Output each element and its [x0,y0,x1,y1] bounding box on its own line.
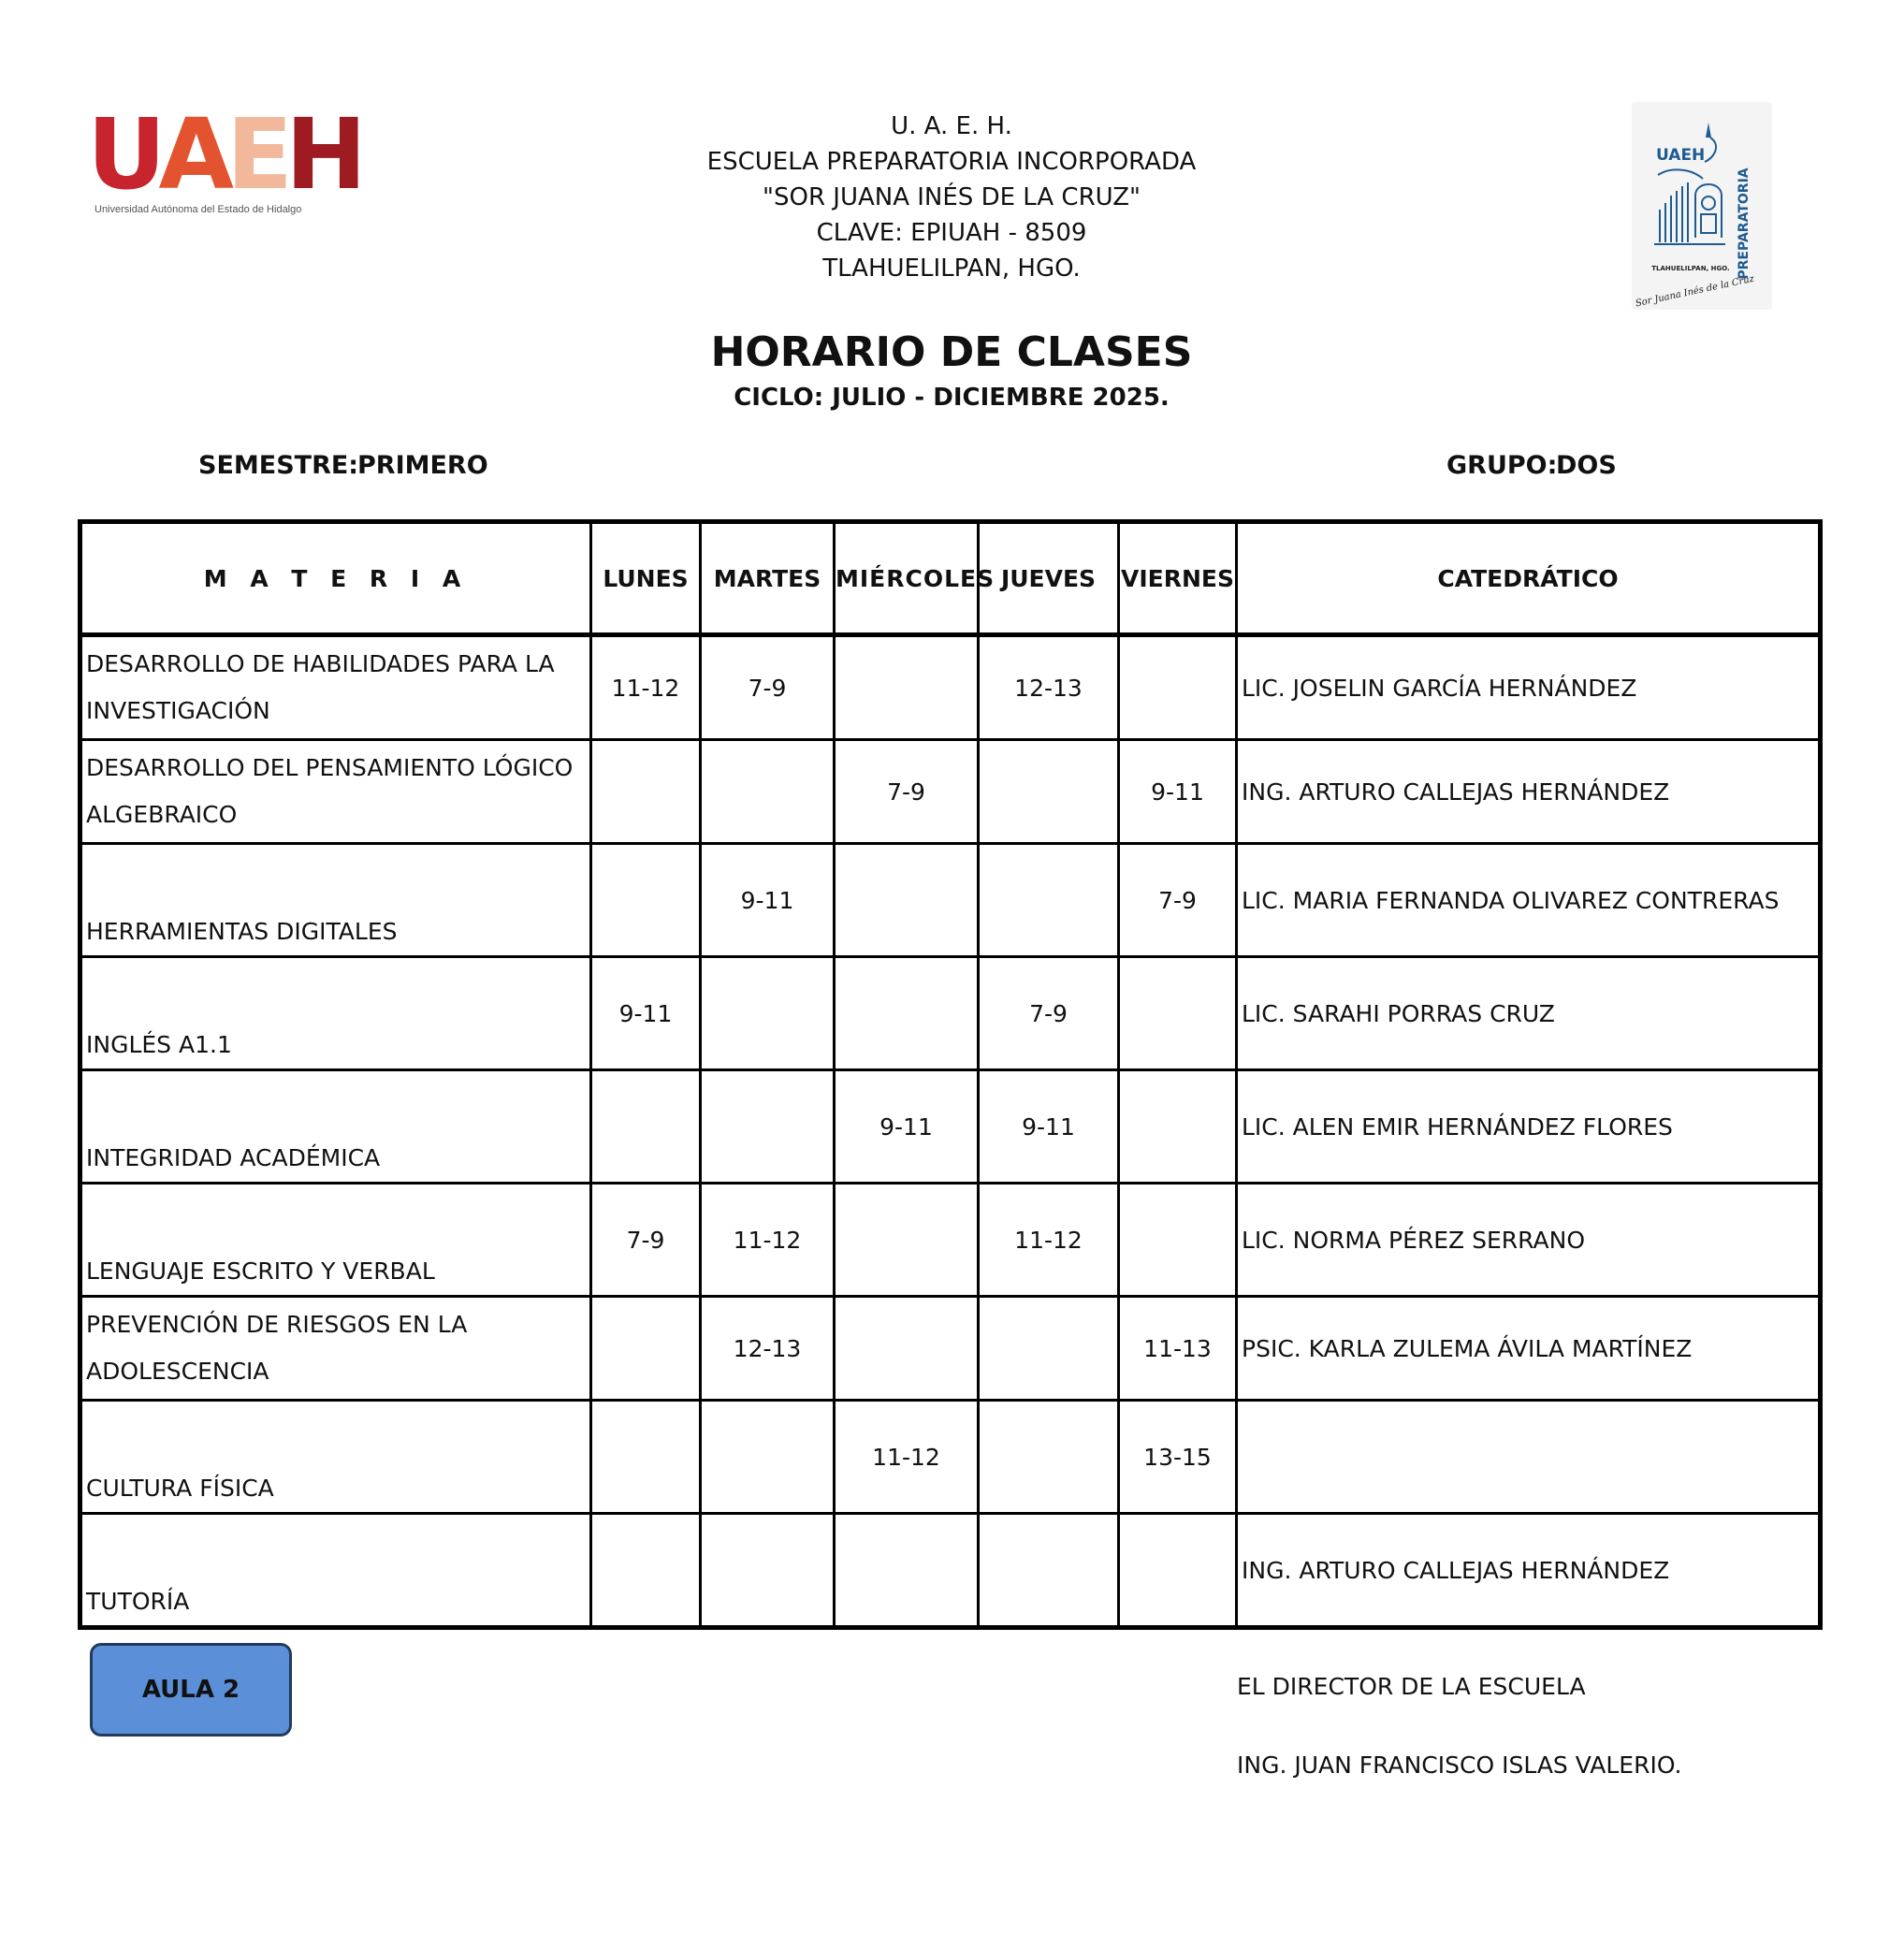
jueves-cell: 7-9 [979,957,1119,1070]
grupo-value: DOS [1556,451,1617,480]
director-name: ING. JUAN FRANCISCO ISLAS VALERIO. [1237,1751,1682,1779]
martes-cell: 11-12 [701,1184,835,1297]
table-header-row [80,522,1821,635]
jueves-cell: 12-13 [979,635,1119,740]
viernes-cell: 9-11 [1119,740,1237,844]
table-row [80,635,1821,740]
miercoles-cell [835,635,979,740]
miercoles-cell: 11-12 [835,1401,979,1514]
grupo-label: GRUPO: [1446,451,1558,480]
catedratico-cell: LIC. SARAHI PORRAS CRUZ [1237,957,1821,1070]
miercoles-cell [835,957,979,1070]
header-line-name: "SOR JUANA INÉS DE LA CRUZ" [763,183,1141,211]
viernes-cell [1119,1184,1237,1297]
uaeh-logo-icon [87,97,360,221]
viernes-cell [1119,1070,1237,1184]
jueves-cell: 11-12 [979,1184,1119,1297]
martes-cell: 7-9 [701,635,835,740]
header-catedratico: CATEDRÁTICO [1237,522,1821,635]
semestre-label: SEMESTRE: [198,451,359,480]
seal-location: TLAHUELILPAN, HGO. [1651,265,1730,272]
catedratico-cell [1237,1401,1821,1514]
header-line-clave: CLAVE: EPIUAH - 8509 [816,219,1087,247]
preparatoria-seal-icon [1632,102,1772,310]
catedratico-cell: LIC. ALEN EMIR HERNÁNDEZ FLORES [1237,1070,1821,1184]
table-row [80,957,1821,1070]
logo-letter-u: U [87,97,159,211]
table-row [80,844,1821,957]
jueves-cell [979,1297,1119,1401]
header-line-school: ESCUELA PREPARATORIA INCORPORADA [706,148,1197,176]
viernes-cell [1119,635,1237,740]
martes-cell: 9-11 [701,844,835,957]
logo-letter-h: H [285,97,360,211]
catedratico-cell: LIC. JOSELIN GARCÍA HERNÁNDEZ [1237,635,1821,740]
catedratico-cell: ING. ARTURO CALLEJAS HERNÁNDEZ [1237,1514,1821,1628]
catedratico-cell: LIC. MARIA FERNANDA OLIVAREZ CONTRERAS [1237,844,1821,957]
jueves-cell: 9-11 [979,1070,1119,1184]
subject-cell: INGLÉS A1.1 [80,957,591,1070]
lunes-cell: 11-12 [591,635,701,740]
table-row [80,1401,1821,1514]
header-lunes: LUNES [591,522,701,635]
schedule-table [78,519,1823,1630]
seal-side-text: PREPARATORIA [1737,167,1751,280]
table-row [80,1070,1821,1184]
lunes-cell [591,1514,701,1628]
subject-line: DESARROLLO DEL PENSAMIENTO LÓGICO [86,754,574,781]
jueves-cell [979,740,1119,844]
subject-cell: LENGUAJE ESCRITO Y VERBAL [80,1184,591,1297]
header-jueves: JUEVES [979,522,1119,635]
miercoles-cell [835,1297,979,1401]
miercoles-cell [835,844,979,957]
seal-signature: Sor Juana Inés de la Cruz [1635,273,1755,310]
table-row [80,1184,1821,1297]
miercoles-cell [835,1514,979,1628]
viernes-cell: 13-15 [1119,1401,1237,1514]
martes-cell [701,957,835,1070]
subject-line: ADOLESCENCIA [86,1358,269,1385]
subject-cell: INTEGRIDAD ACADÉMICA [80,1070,591,1184]
jueves-cell [979,1514,1119,1628]
subject-line: INVESTIGACIÓN [86,697,270,724]
page-subtitle: CICLO: JULIO - DICIEMBRE 2025. [734,384,1170,412]
martes-cell [701,740,835,844]
header-line-uaeh: U. A. E. H. [891,112,1012,140]
header-materia: M A T E R I A [80,522,591,635]
director-label: EL DIRECTOR DE LA ESCUELA [1237,1673,1586,1700]
jueves-cell [979,1401,1119,1514]
subject-cell [80,1297,591,1401]
logo-caption: Universidad Autónoma del Estado de Hidalgo [94,204,302,215]
seal-brand: UAEH [1656,146,1706,165]
table-row [80,1514,1821,1628]
subject-line: PREVENCIÓN DE RIESGOS EN LA [86,1311,468,1338]
catedratico-cell: ING. ARTURO CALLEJAS HERNÁNDEZ [1237,740,1821,844]
lunes-cell: 7-9 [591,1184,701,1297]
page-title: HORARIO DE CLASES [710,328,1193,376]
viernes-cell [1119,1514,1237,1628]
seal-graphic [1632,102,1772,310]
subject-cell: TUTORÍA [80,1514,591,1628]
martes-cell: 12-13 [701,1297,835,1401]
subject-cell [80,740,591,844]
martes-cell [701,1070,835,1184]
lunes-cell [591,740,701,844]
semestre-value: PRIMERO [357,451,488,480]
header-martes: MARTES [701,522,835,635]
lunes-cell: 9-11 [591,957,701,1070]
table-row [80,1297,1821,1401]
subject-line: ALGEBRAICO [86,801,238,828]
viernes-cell: 7-9 [1119,844,1237,957]
miercoles-cell [835,1184,979,1297]
viernes-cell [1119,957,1237,1070]
martes-cell [701,1514,835,1628]
catedratico-cell: LIC. NORMA PÉREZ SERRANO [1237,1184,1821,1297]
lunes-cell [591,1297,701,1401]
header-viernes: VIERNES [1119,522,1237,635]
lunes-cell [591,1070,701,1184]
subject-line: DESARROLLO DE HABILIDADES PARA LA [86,650,555,677]
aula-button[interactable]: AULA 2 [90,1643,292,1737]
miercoles-cell: 7-9 [835,740,979,844]
miercoles-cell: 9-11 [835,1070,979,1184]
table-row [80,740,1821,844]
martes-cell [701,1401,835,1514]
logo-letter-a: A [158,97,226,211]
subject-cell: HERRAMIENTAS DIGITALES [80,844,591,957]
logo-letter-e: E [225,97,285,211]
header-line-location: TLAHUELILPAN, HGO. [822,254,1081,283]
subject-cell: CULTURA FÍSICA [80,1401,591,1514]
jueves-cell [979,844,1119,957]
header-miercoles: MIÉRCOLES [835,522,979,635]
catedratico-cell: PSIC. KARLA ZULEMA ÁVILA MARTÍNEZ [1237,1297,1821,1401]
lunes-cell [591,844,701,957]
lunes-cell [591,1401,701,1514]
viernes-cell: 11-13 [1119,1297,1237,1401]
subject-cell [80,635,591,740]
